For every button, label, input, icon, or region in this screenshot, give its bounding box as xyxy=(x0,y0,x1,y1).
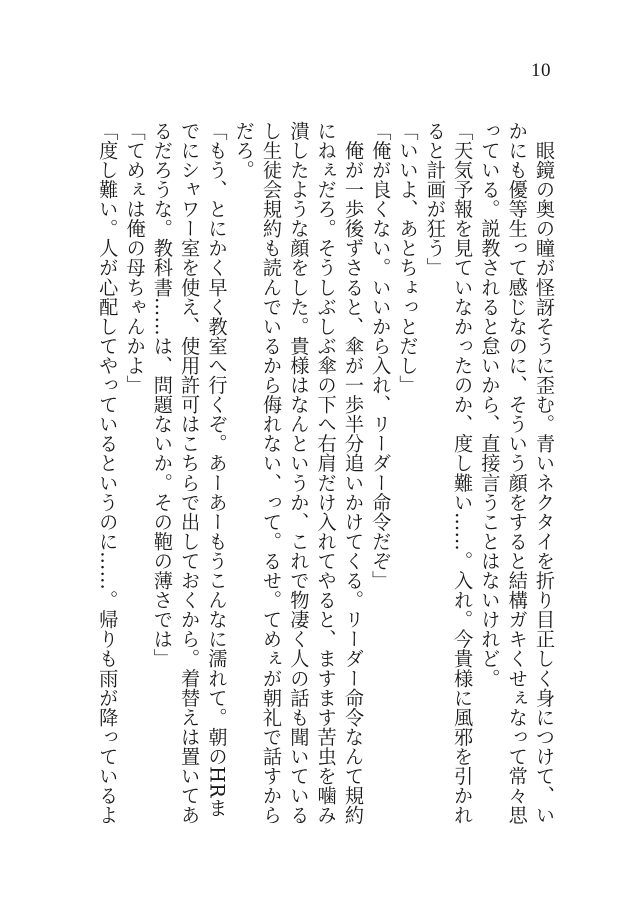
text-line: 「度し難い。人が心配してやっているというのに……。帰りも雨が降っているよ xyxy=(96,121,120,825)
text-line: 眼鏡の奥の瞳が怪訝そうに歪む。青いネクタイを折り目正しく身につけて、い xyxy=(533,121,556,825)
text-line: にねぇだろ。そうしぶしぶ傘の下へ右肩だけ入れてやると、ますます苦虫を噛み xyxy=(314,121,338,825)
text-line: 「てめぇは俺の母ちゃんかよ」 xyxy=(123,121,147,395)
vertical-text-body xyxy=(96,121,558,825)
text-line: っている。説教されると怠いから、直接言うことはないけれど。 xyxy=(478,121,502,688)
text-line: 「いいよ、あとちょっとだし」 xyxy=(396,121,420,395)
text-line: だろ。 xyxy=(232,121,256,180)
text-line: 「俺が良くない。いいから入れ、リーダー命令だぞ」 xyxy=(369,121,393,591)
text-line: るだろうな。教科書……は、問題ないか。その鞄の薄さでは」 xyxy=(150,121,174,669)
text-line: ると計画が狂う」 xyxy=(423,121,447,278)
text-line: かにも優等生って感じなのに、そういう顔をすると結構ガキくせぇなって常々思 xyxy=(505,121,529,825)
text-line: 「天気予報を見ていなかったのか、度し難い……。入れ。今貴様に風邪を引かれ xyxy=(451,121,475,825)
text-line: 「もう、とにかく早く教室へ行くぞ。あーあーもうこんなに濡れて。朝のHRま xyxy=(205,121,229,818)
text-line: し生徒会規約も読んでいるから侮れない、って。るせ。てめぇが朝礼で話すから xyxy=(260,121,284,825)
text-line: でにシャワー室を使え、使用許可はこちらで出しておくから。着替えは置いてあ xyxy=(178,121,202,825)
text-line: 潰したような顔をした。貴様はなんというか、これで物凄く人の話も聞いている xyxy=(287,121,311,825)
text-line: 俺が一歩後ずさると、傘が一歩半分追いかけてくる。リーダー命令なんて規約 xyxy=(341,121,365,825)
page-number: 10 xyxy=(531,60,551,81)
